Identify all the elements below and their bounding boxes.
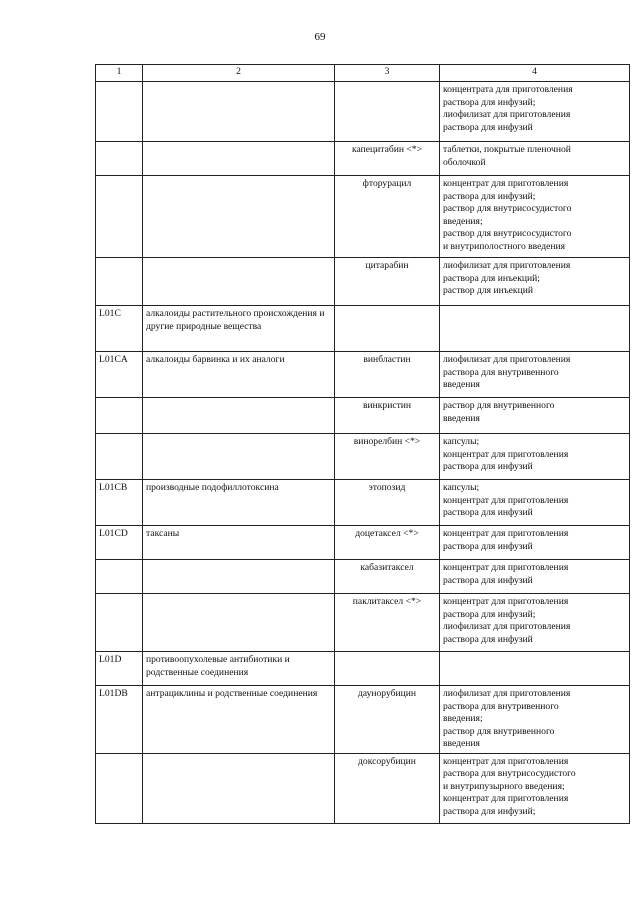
group-name-cell <box>143 176 335 258</box>
table-row <box>96 82 630 142</box>
dosage-form-line: раствора для инъекций; <box>443 272 540 284</box>
drug-name-cell <box>335 306 440 352</box>
table-row <box>96 652 630 686</box>
dosage-form-line: раствора для внутривенного <box>443 700 559 712</box>
table-row <box>96 560 630 594</box>
dosage-forms-cell <box>440 82 630 142</box>
dosage-form-line: концентрат для приготовления <box>443 448 569 460</box>
dosage-form-line: концентрат для приготовления <box>443 562 569 573</box>
dosage-forms-cell <box>440 434 630 480</box>
dosage-form-line: лиофилизат для приготовления <box>443 621 571 632</box>
drug-name-cell: даунорубицин <box>335 686 440 754</box>
dosage-form-line: введения; <box>443 713 483 724</box>
group-name-cell: таксаны <box>143 526 335 560</box>
drug-name-cell: доксорубицин <box>335 753 440 823</box>
group-name-cell <box>143 434 335 480</box>
drug-name-cell: капецитабин <*> <box>335 142 440 176</box>
dosage-forms-cell <box>440 142 630 176</box>
dosage-form-line: введения <box>443 738 480 749</box>
atc-code-cell <box>96 176 143 258</box>
dosage-form-line: раствора для инфузий <box>443 507 533 518</box>
dosage-form-line: лиофилизат для приготовления <box>443 688 571 699</box>
dosage-forms-cell <box>440 306 630 352</box>
atc-code-cell <box>96 753 143 823</box>
dosage-form-line: раствор для внутрисосудистого <box>443 228 572 239</box>
table-row <box>96 352 630 398</box>
table-row <box>96 753 630 823</box>
dosage-form-line: оболочкой <box>443 156 486 168</box>
dosage-form-line: введения <box>443 412 480 424</box>
dosage-forms-cell <box>440 753 630 823</box>
atc-code-cell <box>96 398 143 434</box>
table-row <box>96 142 630 176</box>
atc-code-cell: L01C <box>96 306 143 352</box>
dosage-form-line: раствор для внутривенного <box>443 400 555 411</box>
dosage-form-line: таблетки, покрытые пленочной <box>443 144 571 155</box>
dosage-form-line: раствор для внутривенного <box>443 725 555 737</box>
dosage-form-line: раствора для инфузий <box>443 461 533 472</box>
atc-code-cell: L01DB <box>96 686 143 754</box>
dosage-form-line: раствора для инфузий <box>443 633 533 645</box>
dosage-form-line: лиофилизат для приготовления <box>443 260 571 271</box>
dosage-form-line: раствора для инфузий; <box>443 805 536 817</box>
table-row <box>96 686 630 754</box>
dosage-forms-cell <box>440 176 630 258</box>
group-name-cell: противоопухолевые антибиотики и родственные соединения <box>143 652 335 686</box>
group-name-cell: производные подофиллотоксина <box>143 480 335 526</box>
dosage-form-line: концентрат для приготовления <box>443 755 569 767</box>
drug-name-cell: винбластин <box>335 352 440 398</box>
dosage-form-line: концентрат для приготовления <box>443 494 569 506</box>
table-row <box>96 434 630 480</box>
dosage-forms-cell <box>440 652 630 686</box>
dosage-form-line: капсулы; <box>443 482 480 493</box>
group-name-cell <box>143 398 335 434</box>
dosage-form-line: раствор для внутрисосудистого <box>443 203 572 214</box>
group-name-cell: антрациклины и родственные соединения <box>143 686 335 754</box>
group-name-cell <box>143 560 335 594</box>
header-col-1: 1 <box>96 65 143 82</box>
dosage-form-line: раствора для инфузий; <box>443 190 536 202</box>
table-row <box>96 176 630 258</box>
atc-code-cell <box>96 434 143 480</box>
header-col-3: 3 <box>335 65 440 82</box>
drug-name-cell: паклитаксел <*> <box>335 594 440 652</box>
dosage-form-line: концентрат для приготовления <box>443 178 569 189</box>
dosage-form-line: и внутрипузырного введения; <box>443 780 565 792</box>
dosage-form-line: капсулы; <box>443 436 480 447</box>
table-row <box>96 526 630 560</box>
atc-code-cell <box>96 82 143 142</box>
dosage-form-line: раствора для внутривенного <box>443 366 559 378</box>
table-row <box>96 480 630 526</box>
atc-code-cell: L01D <box>96 652 143 686</box>
dosage-forms-cell <box>440 686 630 754</box>
dosage-forms-cell <box>440 258 630 306</box>
drug-name-cell: фторурацил <box>335 176 440 258</box>
dosage-form-line: концентрат для приготовления <box>443 528 569 539</box>
dosage-form-line: лиофилизат для приготовления <box>443 354 571 365</box>
dosage-forms-cell <box>440 480 630 526</box>
drug-table <box>95 64 630 824</box>
atc-code-cell <box>96 594 143 652</box>
atc-code-cell: L01CA <box>96 352 143 398</box>
dosage-forms-cell <box>440 398 630 434</box>
drug-name-cell <box>335 82 440 142</box>
group-name-cell <box>143 594 335 652</box>
atc-code-cell <box>96 258 143 306</box>
dosage-form-line: и внутриполостного введения <box>443 240 566 252</box>
drug-name-cell: винорелбин <*> <box>335 434 440 480</box>
drug-name-cell: этопозид <box>335 480 440 526</box>
dosage-form-line: раствора для инфузий <box>443 574 533 586</box>
dosage-forms-cell <box>440 560 630 594</box>
dosage-form-line: концентрат для приготовления <box>443 596 569 607</box>
drug-name-cell <box>335 652 440 686</box>
table-row <box>96 594 630 652</box>
atc-code-cell: L01CD <box>96 526 143 560</box>
dosage-form-line: раствора для инфузий <box>443 540 533 552</box>
drug-name-cell: доцетаксел <*> <box>335 526 440 560</box>
dosage-form-line: введения <box>443 379 480 390</box>
drug-name-cell: цитарабин <box>335 258 440 306</box>
group-name-cell: алкалоиды растительного происхождения и другие природные вещества <box>143 306 335 352</box>
drug-name-cell: кабазитаксел <box>335 560 440 594</box>
group-name-cell <box>143 258 335 306</box>
dosage-forms-cell <box>440 352 630 398</box>
table-row <box>96 306 630 352</box>
dosage-forms-cell <box>440 526 630 560</box>
page-number: 69 <box>314 31 326 43</box>
dosage-forms-cell <box>440 594 630 652</box>
dosage-form-line: лиофилизат для приготовления <box>443 109 571 120</box>
header-col-2: 2 <box>143 65 335 82</box>
table-row <box>96 398 630 434</box>
dosage-form-line: введения; <box>443 215 483 227</box>
group-name-cell <box>143 142 335 176</box>
atc-code-cell: L01CB <box>96 480 143 526</box>
dosage-form-line: раствора для инфузий; <box>443 608 536 620</box>
dosage-form-line: концентрат для приготовления <box>443 793 569 804</box>
table-row <box>96 258 630 306</box>
header-col-4: 4 <box>440 65 630 82</box>
dosage-form-line: раствора для инфузий; <box>443 96 536 108</box>
group-name-cell <box>143 753 335 823</box>
dosage-form-line: раствор для инъекций <box>443 285 533 296</box>
drug-name-cell: винкристин <box>335 398 440 434</box>
drug-table-body <box>96 65 630 824</box>
dosage-form-line: раствора для внутрисосудистого <box>443 768 576 779</box>
group-name-cell: алкалоиды барвинка и их аналоги <box>143 352 335 398</box>
group-name-cell <box>143 82 335 142</box>
atc-code-cell <box>96 142 143 176</box>
atc-code-cell <box>96 560 143 594</box>
dosage-form-line: раствора для инфузий <box>443 121 533 133</box>
dosage-form-line: концентрата для приготовления <box>443 84 573 95</box>
table-header-row <box>96 65 630 82</box>
